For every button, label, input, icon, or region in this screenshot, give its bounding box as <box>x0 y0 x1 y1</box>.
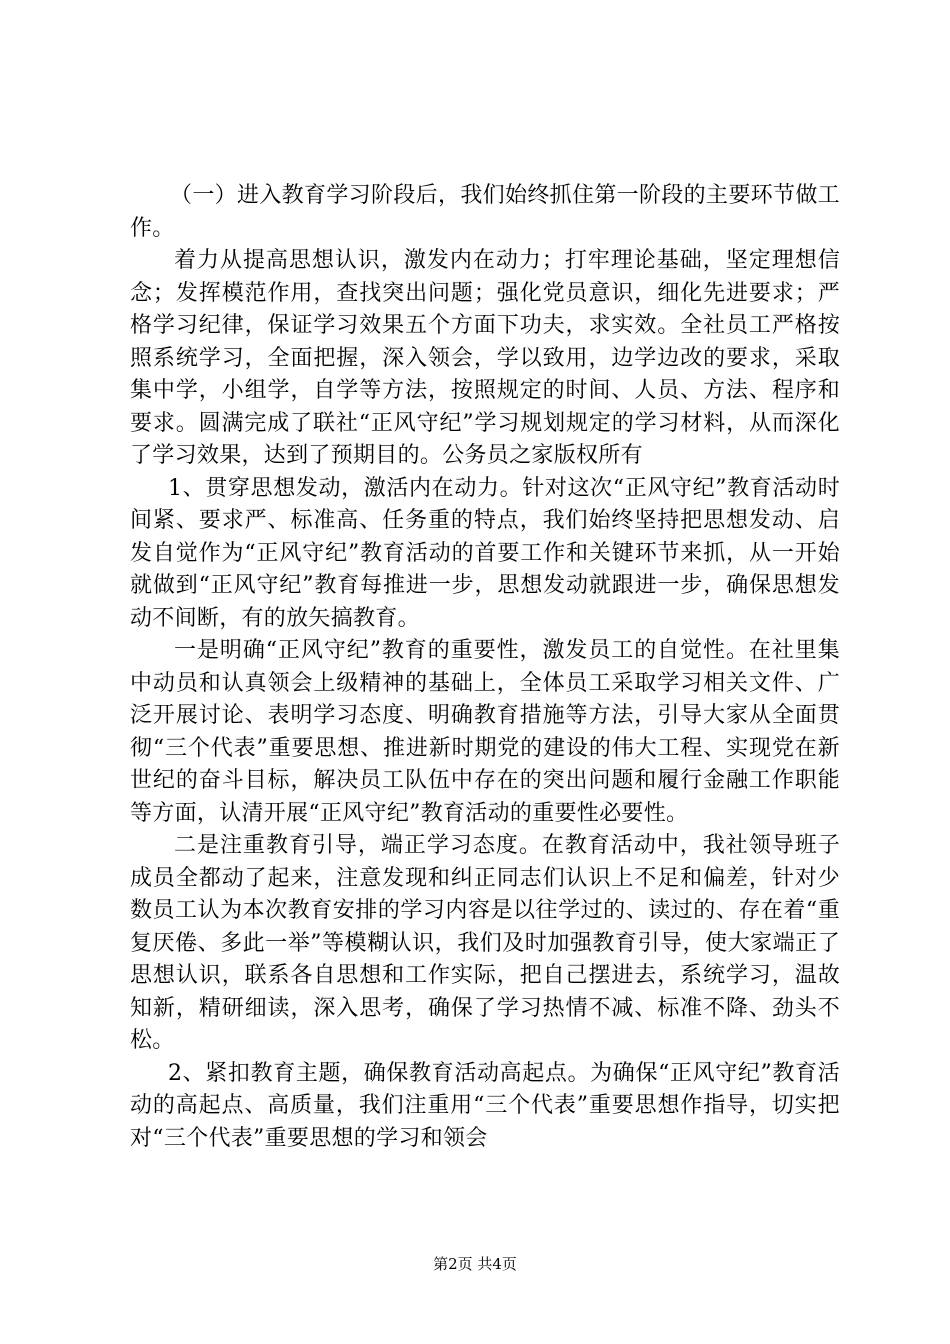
paragraph-focus-areas: 着力从提高思想认识，激发内在动力；打牢理论基础，坚定理想信念；发挥模范作用，查找突出问题；强化党员意识，细化先进要求；严格学习纪律，保证学习效果五个方面下功夫，求实效。全社员工严格按照系统学习，全面把握，深入领会，学以致用，边学边改的要求，采取集中学，小组学，自学等方法，按照规定的时间、人员、方法、程序和要求。圆满完成了联社“正风守纪”学习规划规定的学习材料，从而深化了学习效果，达到了预期目的。公务员之家版权所有 <box>130 248 840 468</box>
paragraph-point-two: 二是注重教育引导，端正学习态度。在教育活动中，我社领导班子成员全都动了起来，注意发现和纠正同志们认识上不足和偏差，针对少数员工认为本次教育安排的学习内容是以往学过的、读过的、存在着“重复厌倦、多此一举”等模糊认识，我们及时加强教育引导，使大家端正了思想认识，联系各自思想和工作实际，把自己摆进去，系统学习，温故知新，精研细读，深入思考，确保了学习热情不减、标准不降、劲头不松。 <box>130 833 840 1053</box>
document-body <box>130 180 840 1155</box>
paragraph-point-one: 一是明确“正风守纪”教育的重要性，激发员工的自觉性。在社里集中动员和认真领会上级精神的基础上，全体员工采取学习相关文件、广泛开展讨论、表明学习态度、明确教育措施等方法，引导大家从全面贯彻“三个代表”重要思想、推进新时期党的建设的伟大工程、实现党在新世纪的奋斗目标，解决员工队伍中存在的突出问题和履行金融工作职能等方面，认清开展“正风守纪”教育活动的重要性必要性。 <box>130 638 840 826</box>
page-footer: 第2页 共4页 <box>433 1255 517 1273</box>
paragraph-item-2: 2、紧扣教育主题，确保教育活动高起点。为确保“正风守纪”教育活动的高起点、高质量，我们注重用“三个代表”重要思想作指导，切实把对“三个代表”重要思想的学习和领会 <box>130 1060 840 1151</box>
paragraph-item-1: 1、贯穿思想发动，激活内在动力。针对这次“正风守纪”教育活动时间紧、要求严、标准高、任务重的特点，我们始终坚持把思想发动、启发自觉作为“正风守纪”教育活动的首要工作和关键环节来抓，从一开始就做到“正风守纪”教育每推进一步，思想发动就跟进一步，确保思想发动不间断，有的放矢搞教育。 <box>130 475 840 631</box>
paragraph-section-heading: （一）进入教育学习阶段后，我们始终抓住第一阶段的主要环节做工作。 <box>130 183 840 241</box>
